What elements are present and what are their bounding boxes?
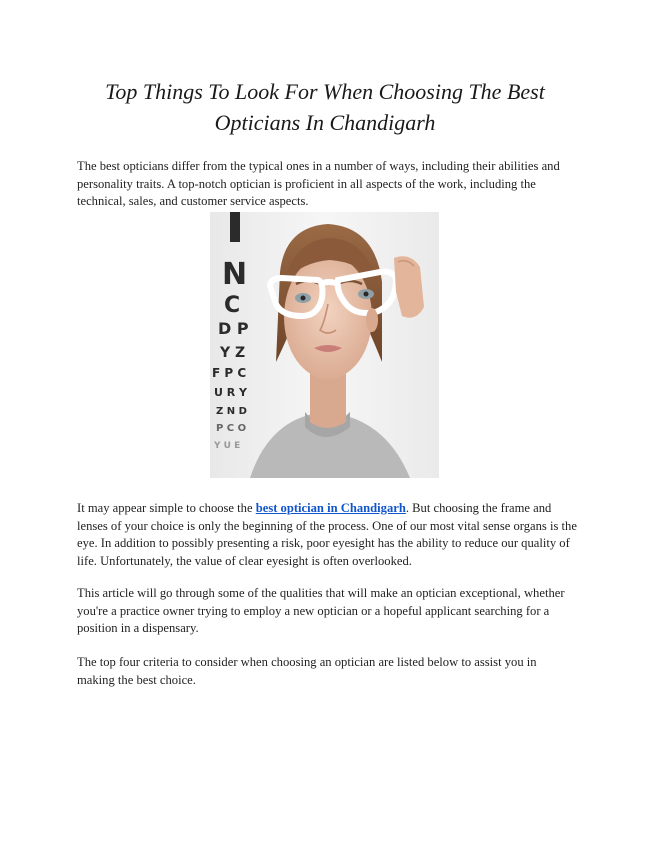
best-optician-link[interactable]: best optician in Chandigarh <box>255 501 406 515</box>
intro-paragraph: The best opticians differ from the typical ones in a number of ways, including their abilities and personality traits. A top-notch optician is proficient in all aspects of the work, including the technical, sales, and customer service aspects. <box>77 159 560 208</box>
body-paragraph-2 <box>77 500 577 570</box>
chart-row-2: C <box>224 293 241 318</box>
chart-row-5: F P C <box>212 366 247 380</box>
body-paragraph-4: The top four criteria to consider when choosing an optician are listed below to assist you in making the best choice. <box>77 655 537 687</box>
body-paragraph-3: This article will go through some of the qualities that will make an optician exceptional, whether you're a practice owner trying to employ a new optician or a hopeful applicant searching for a position in a dispensary. <box>77 586 565 635</box>
chart-row-1: N <box>222 257 248 292</box>
article-title: Top Things To Look For When Choosing The Best Opticians In Chandigarh <box>105 79 545 135</box>
paragraph-2-text-before: It may appear simple to choose the <box>77 501 256 515</box>
chart-row-4: Y Z <box>220 345 246 361</box>
girl-with-glasses-photo <box>210 212 439 478</box>
chart-row-3: D P <box>218 319 249 338</box>
chart-row-6: U R Y <box>214 386 248 399</box>
chart-row-9: Y U E <box>214 441 241 451</box>
paragraph-2-text-after: . But choosing the frame and lenses of your choice is only the beginning of the process. One of our most vital sense organs is the eye. In addition to possibly presenting a risk, poor eyesight has the ability to reduce our quality of life. Unfortunately, the value of clear eyesight is often overlooked. <box>77 501 577 568</box>
chart-row-8: P C O <box>216 423 247 434</box>
chart-row-7: Z N D <box>216 406 247 417</box>
